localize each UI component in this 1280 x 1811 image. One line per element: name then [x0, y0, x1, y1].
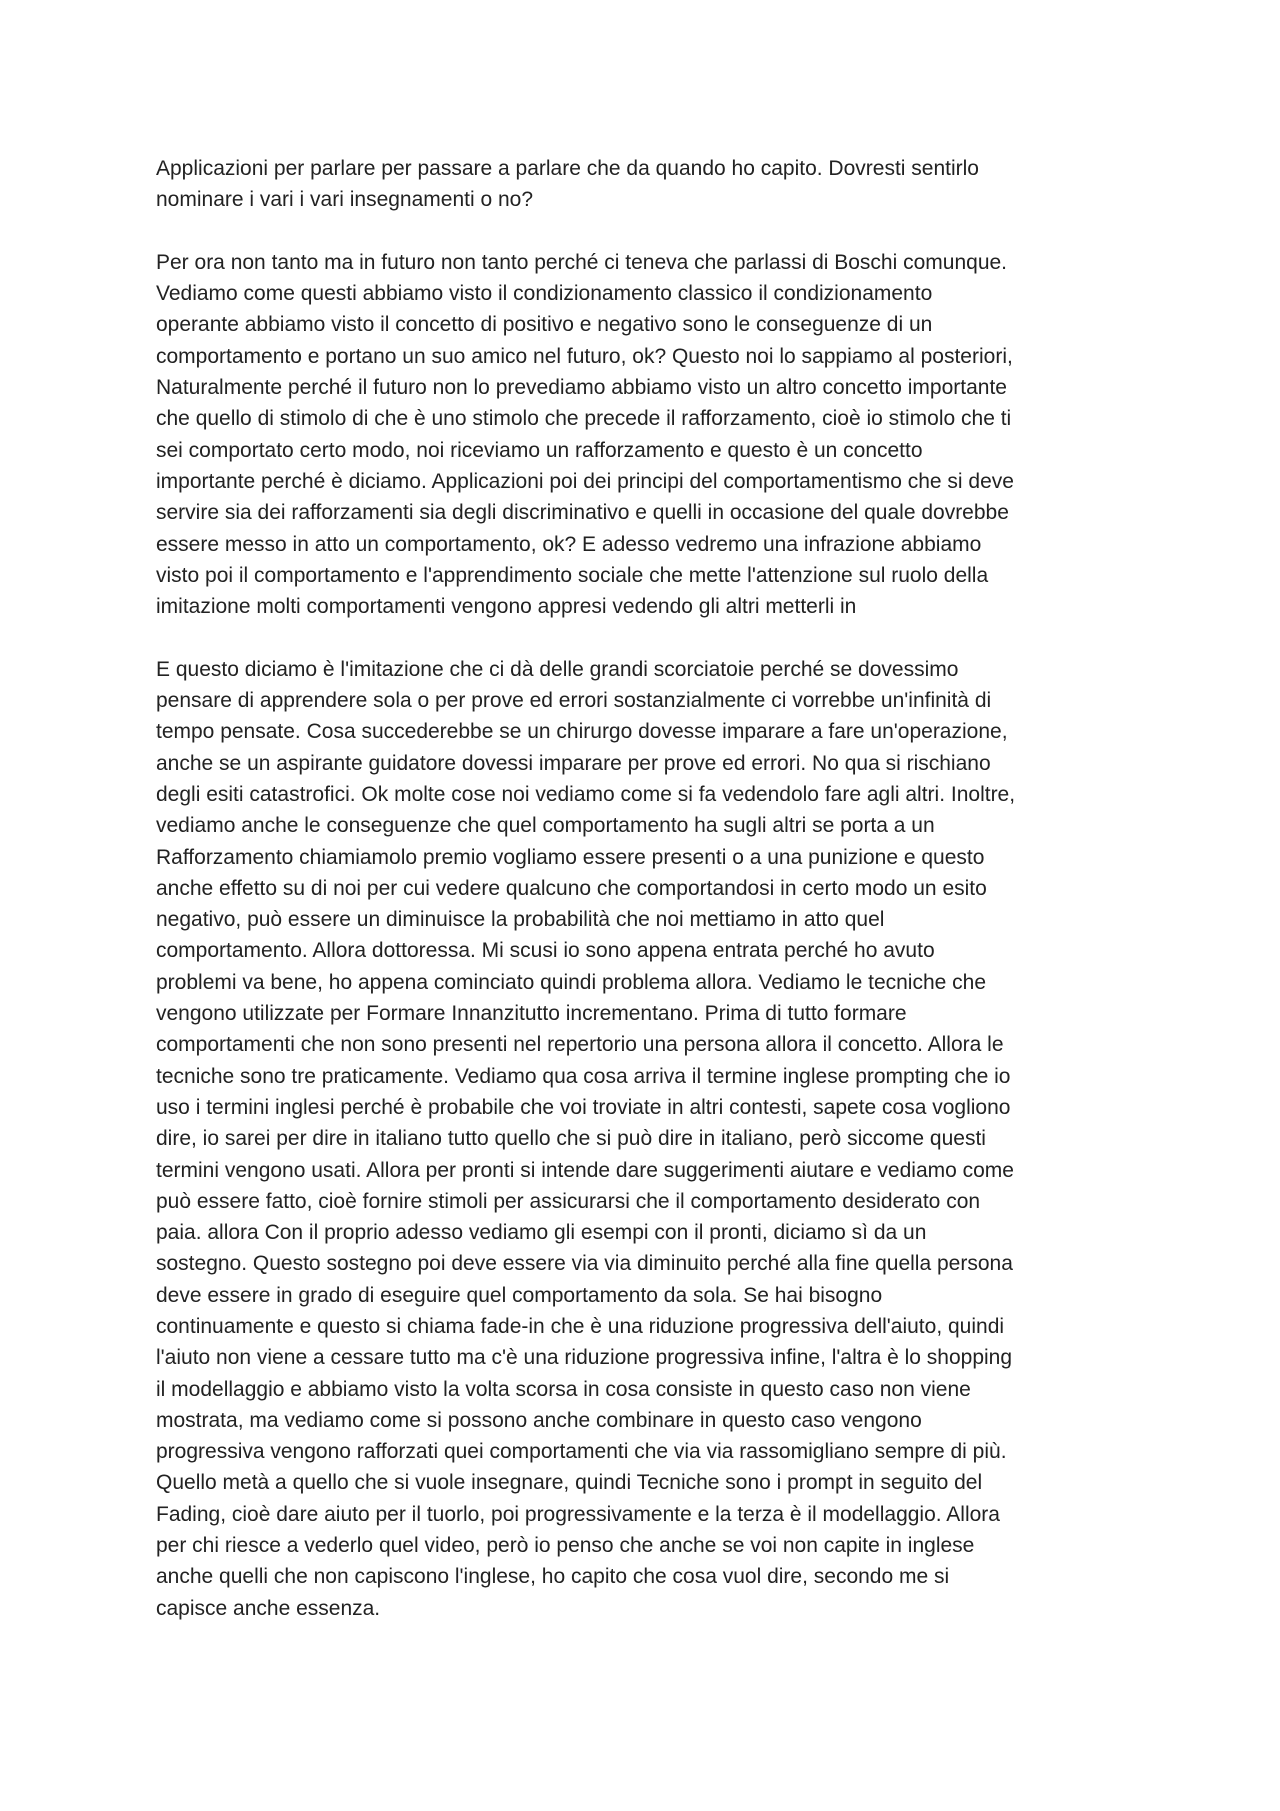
paragraph [156, 654, 1136, 1624]
text-line: mostrata, ma vediamo come si possono anche combinare in questo caso vengono [156, 1408, 922, 1432]
text-line: Applicazioni per parlare per passare a parlare che da quando ho capito. Dovresti sentirlo [156, 157, 979, 180]
text-line: anche se un aspirante guidatore dovessi imparare per prove ed errori. No qua si rischiano [156, 751, 991, 775]
text-line: comportamento. Allora dottoressa. Mi scusi io sono appena entrata perché ho avuto [156, 939, 935, 963]
text-line: Naturalmente perché il futuro non lo prevediamo abbiamo visto un altro concetto importante [156, 376, 1007, 400]
text-line: pensare di apprendere sola o per prove ed errori sostanzialmente ci vorrebbe un'infinità di [156, 689, 992, 713]
text-line: progressiva vengono rafforzati quei comportamenti che via via rassomigliano sempre di più. [156, 1440, 1007, 1464]
text-line: per chi riesce a vederlo quel video, però io penso che anche se voi non capite in inglese [156, 1534, 975, 1558]
text-line: servire sia dei rafforzamenti sia degli discriminativo e quelli in occasione del quale dovrebbe [156, 501, 1009, 525]
text-line: negativo, può essere un diminuisce la probabilità che noi mettiamo in atto quel [156, 908, 885, 932]
text-line: tempo pensate. Cosa succederebbe se un chirurgo dovesse imparare a fare un'operazione, [156, 720, 1008, 744]
text-line: imitazione molti comportamenti vengono appresi vedendo gli altri metterli in [156, 595, 857, 619]
text-line: Fading, cioè dare aiuto per il tuorlo, poi progressivamente e la terza è il modellaggio. Allora [156, 1502, 1000, 1526]
text-line: vengono utilizzate per Formare Innanzitutto incrementano. Prima di tutto formare [156, 1002, 907, 1026]
text-line: uso i termini inglesi perché è probabile che voi troviate in altri contesti, sapete cosa vogliono [156, 1095, 1011, 1119]
text-line: sostegno. Questo sostegno poi deve essere via via diminuito perché alla fine quella persona [156, 1252, 1013, 1276]
text-line: E questo diciamo è l'imitazione che ci dà delle grandi scorciatoie perché se dovessimo [156, 657, 959, 681]
text-line: deve essere in grado di eseguire quel comportamento da sola. Se hai bisogno [156, 1283, 883, 1307]
text-line: dire, io sarei per dire in italiano tutto quello che si può dire in italiano, però siccome questi [156, 1127, 986, 1151]
text-line: anche effetto su di noi per cui vedere qualcuno che comportandosi in certo modo un esito [156, 876, 987, 900]
text-line: paia. allora Con il proprio adesso vediamo gli esempi con il pronti, diciamo sì da un [156, 1221, 927, 1245]
text-line: problemi va bene, ho appena cominciato quindi problema allora. Vediamo le tecniche che [156, 970, 987, 994]
paragraph [156, 153, 1136, 216]
text-line: anche quelli che non capiscono l'inglese, ho capito che cosa vuol dire, secondo me si [156, 1565, 950, 1589]
text-line: visto poi il comportamento e l'apprendimento sociale che mette l'attenzione sul ruolo della [156, 563, 989, 587]
text-line: operante abbiamo visto il concetto di positivo e negativo sono le conseguenze di un [156, 313, 933, 337]
text-line: Vediamo come questi abbiamo visto il condizionamento classico il condizionamento [156, 282, 933, 306]
text-line: comportamento e portano un suo amico nel futuro, ok? Questo noi lo sappiamo al posteriori, [156, 344, 1013, 368]
text-line: termini vengono usati. Allora per pronti si intende dare suggerimenti aiutare e vediamo come [156, 1158, 1014, 1182]
text-line: continuamente e questo si chiama fade-in che è una riduzione progressiva dell'aiuto, quindi [156, 1314, 1005, 1338]
text-line: può essere fatto, cioè fornire stimoli per assicurarsi che il comportamento desiderato con [156, 1189, 981, 1213]
text-line: importante perché è diciamo. Applicazioni poi dei principi del comportamentismo che si deve [156, 469, 1014, 493]
text-line: Quello metà a quello che si vuole insegnare, quindi Tecniche sono i prompt in seguito del [156, 1471, 983, 1495]
text-line: il modellaggio e abbiamo visto la volta scorsa in cosa consiste in questo caso non viene [156, 1377, 971, 1401]
text-line: l'aiuto non viene a cessare tutto ma c'è una riduzione progressiva infine, l'altra è lo shopping [156, 1346, 1013, 1370]
text-line: tecniche sono tre praticamente. Vediamo qua cosa arriva il termine inglese prompting che io [156, 1064, 1011, 1088]
text-line: che quello di stimolo di che è uno stimolo che precede il rafforzamento, cioè io stimolo che ti [156, 407, 1012, 431]
text-line: nominare i vari i vari insegnamenti o no? [156, 188, 534, 212]
paragraph [156, 247, 1136, 623]
text-line: essere messo in atto un comportamento, ok? E adesso vedremo una infrazione abbiamo [156, 532, 982, 556]
text-line: Per ora non tanto ma in futuro non tanto perché ci teneva che parlassi di Boschi comunque. [156, 250, 1008, 274]
document-body [156, 153, 1136, 1624]
text-line: vediamo anche le conseguenze che quel comportamento ha sugli altri se porta a un [156, 814, 935, 838]
text-line: comportamenti che non sono presenti nel repertorio una persona allora il concetto. Allora le [156, 1033, 1004, 1057]
text-line: Rafforzamento chiamiamolo premio vogliamo essere presenti o a una punizione e questo [156, 845, 985, 869]
text-line: degli esiti catastrofici. Ok molte cose noi vediamo come si fa vedendolo fare agli altri. Inoltre, [156, 782, 1016, 806]
text-line: sei comportato certo modo, noi riceviamo un rafforzamento e questo è un concetto [156, 438, 923, 462]
text-line: capisce anche essenza. [156, 1596, 381, 1620]
